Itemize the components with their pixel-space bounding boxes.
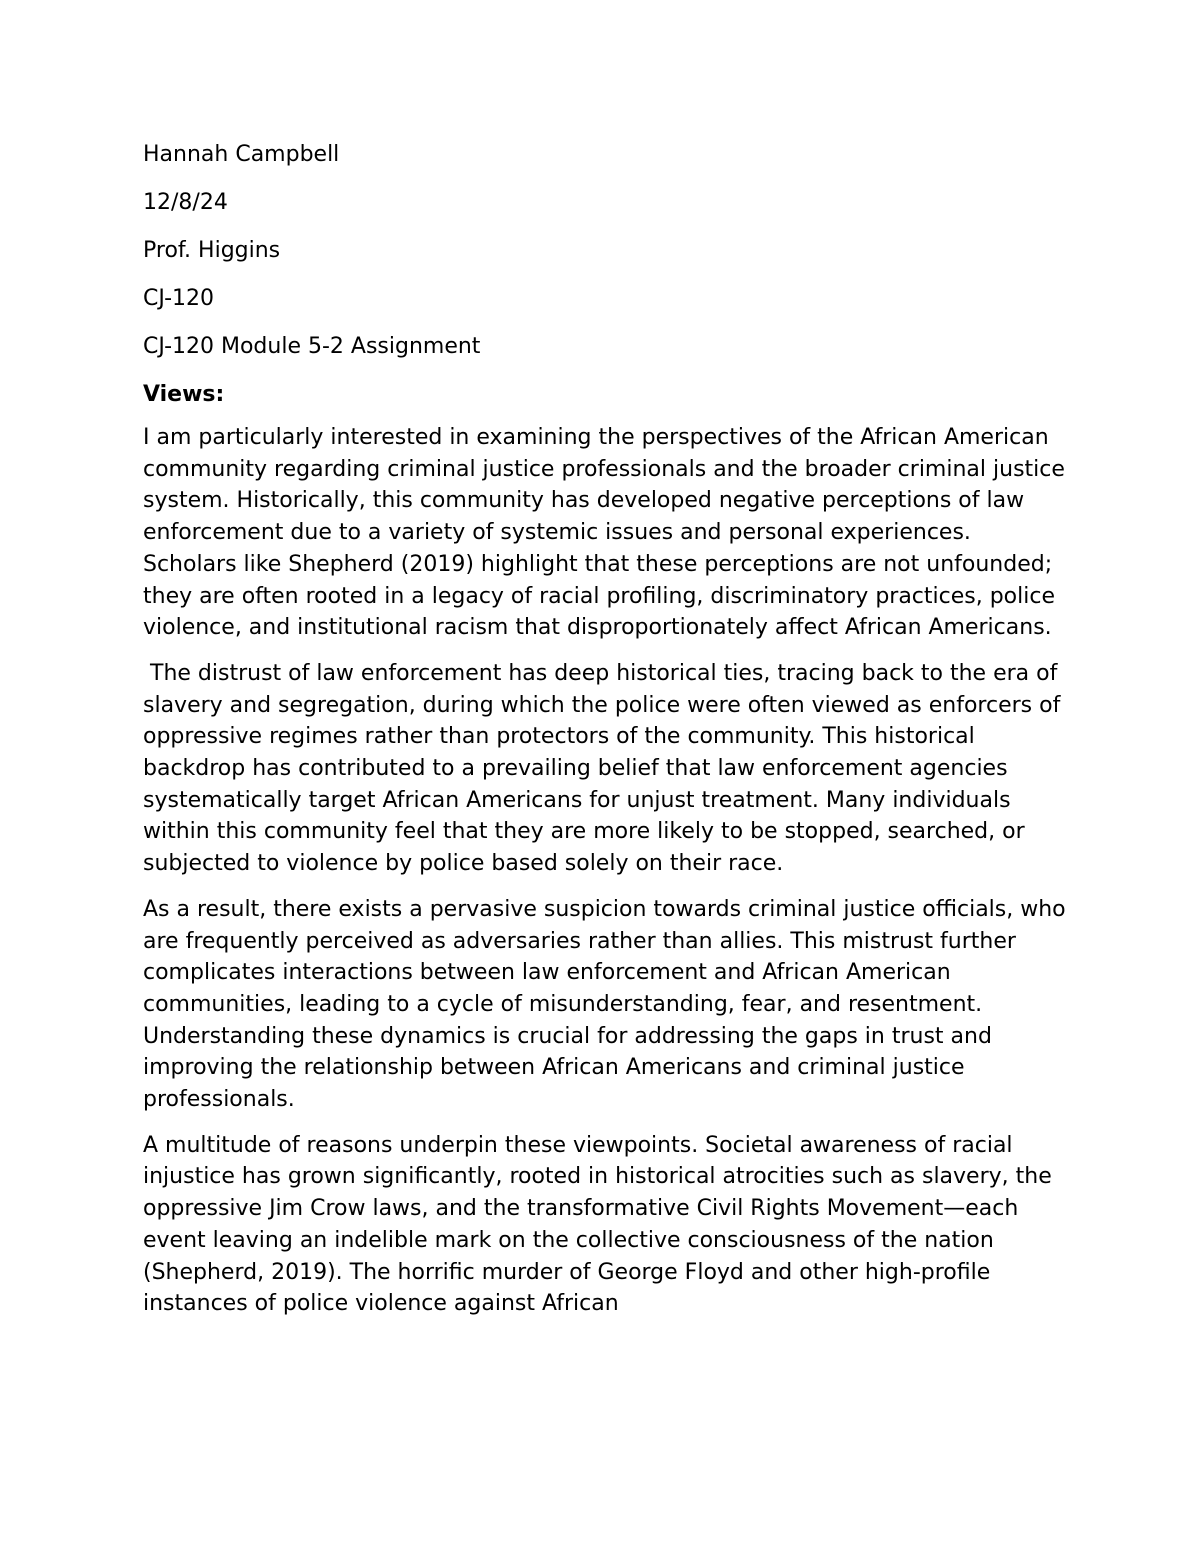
professor-name: Prof. Higgins xyxy=(143,238,281,263)
submission-date: 12/8/24 xyxy=(143,190,228,215)
document-body xyxy=(143,140,1073,1334)
body-paragraph-3: As a result, there exists a pervasive suspicion towards criminal justice officials, who are frequently perceived as adversaries rather than allies. This mistrust further complicates interactions between law enforcement and African American communities, leading to a cycle of misunderstanding, fear, and resentment. Understanding these dynamics is crucial for addressing the gaps in trust and improving the relationship between African Americans and criminal justice professionals. xyxy=(143,896,1073,1113)
section-heading-views: Views: xyxy=(143,382,225,407)
body-paragraph-1: I am particularly interested in examining the perspectives of the African American community regarding criminal justice professionals and the broader criminal justice system. Historically, this community has developed negative perceptions of law enforcement due to a variety of systemic issues and personal experiences. Scholars like Shepherd (2019) highlight that these perceptions are not unfounded; they are often rooted in a legacy of racial profiling, discriminatory practices, police violence, and institutional racism that disproportionately affect African Americans. xyxy=(143,425,1072,641)
course-code: CJ-120 xyxy=(143,286,214,311)
body-paragraph-4: A multitude of reasons underpin these viewpoints. Societal awareness of racial injustice has grown significantly, rooted in historical atrocities such as slavery, the oppressive Jim Crow laws, and the transformative Civil Rights Movement—each event leaving an indelible mark on the collective consciousness of the nation (Shepherd, 2019). The horrific murder of George Floyd and other high-profile instances of police violence against African xyxy=(143,1132,1059,1317)
assignment-title: CJ-120 Module 5-2 Assignment xyxy=(143,334,481,359)
author-name: Hannah Campbell xyxy=(143,142,340,167)
body-paragraph-2: The distrust of law enforcement has deep historical ties, tracing back to the era of slavery and segregation, during which the police were often viewed as enforcers of oppressive regimes rather than protectors of the community. This historical backdrop has contributed to a prevailing belief that law enforcement agencies systematically target African Americans for unjust treatment. Many individuals within this community feel that they are more likely to be stopped, searched, or subjected to violence by police based solely on their race. xyxy=(143,660,1068,877)
